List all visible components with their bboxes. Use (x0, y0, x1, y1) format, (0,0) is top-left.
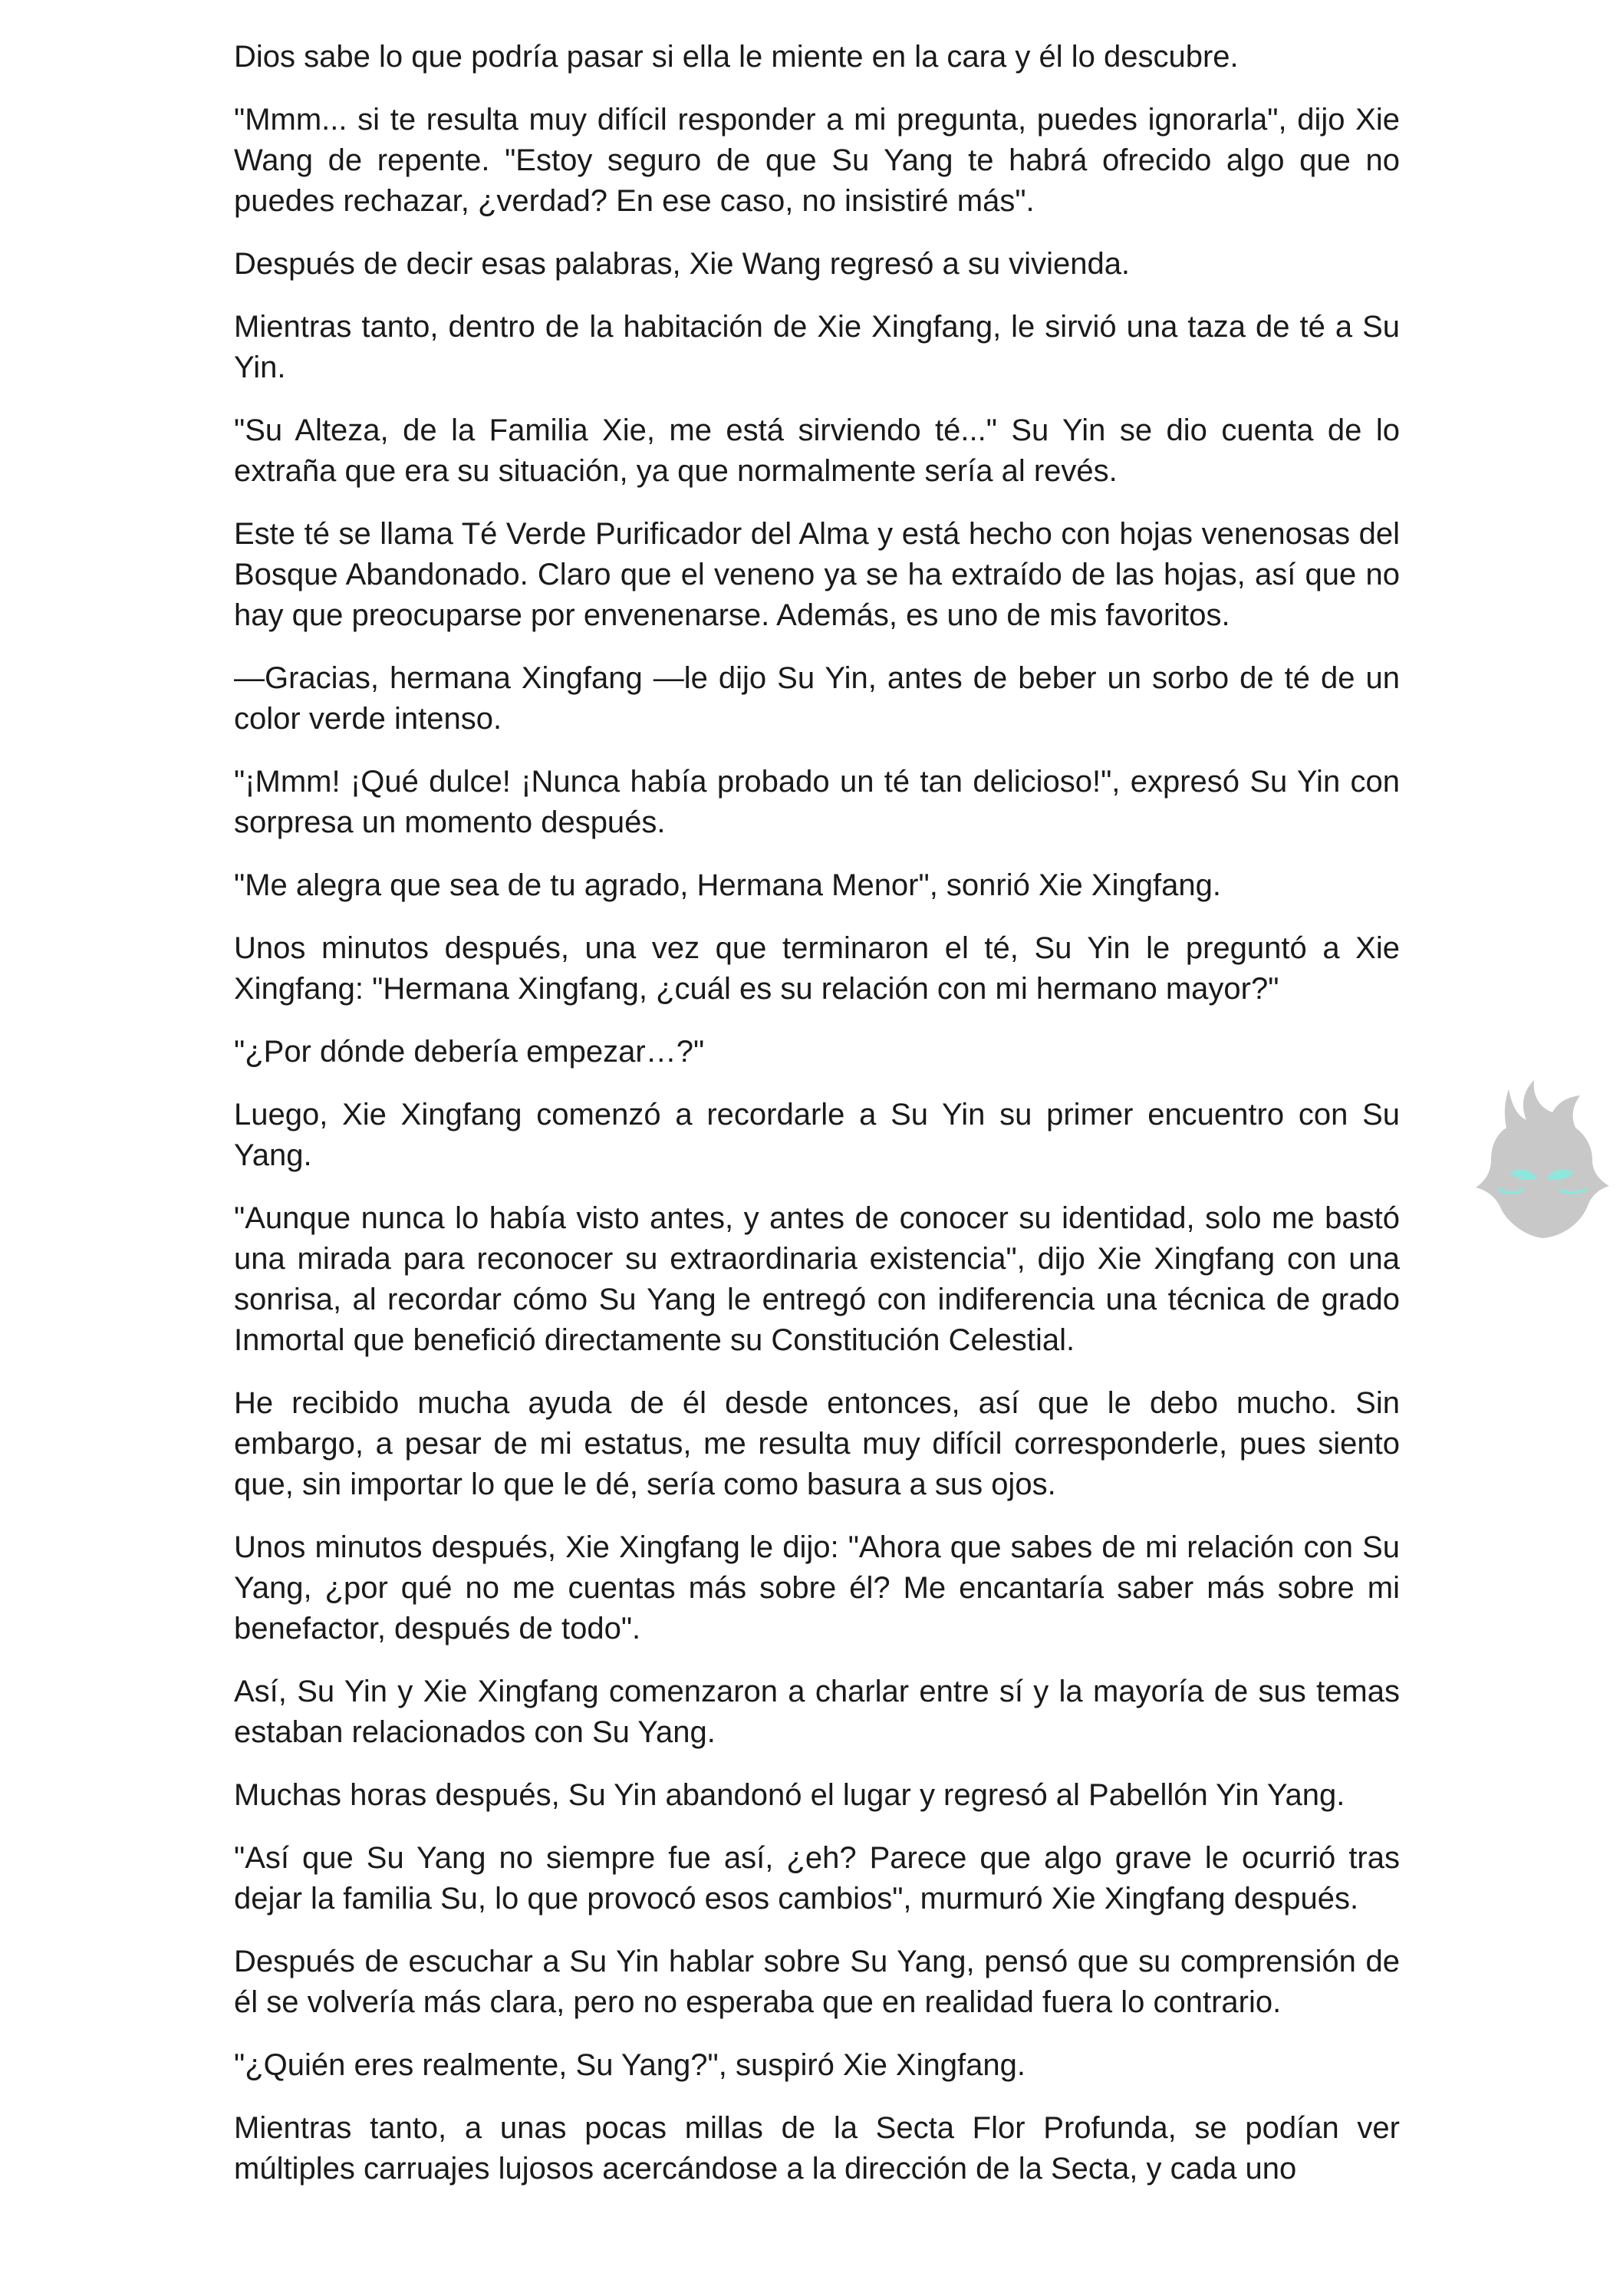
paragraph-17: Muchas horas después, Su Yin abandonó el lugar y regresó al Pabellón Yin Yang. (234, 1778, 1345, 1812)
paragraph-20: "¿Quién eres realmente, Su Yang?", suspiró Xie Xingfang. (234, 2048, 1025, 2082)
paragraph-3: Después de decir esas palabras, Xie Wang regresó a su vivienda. (234, 247, 1131, 281)
paragraph-14: He recibido mucha ayuda de él desde entonces, así que le debo mucho. Sin embargo, a pesar de mi estatus, me resulta muy difícil corresponderle, pues siento que, sin importar lo que le dé, sería como basura a sus ojos. (234, 1386, 1400, 1501)
paragraph-16: Así, Su Yin y Xie Xingfang comenzaron a charlar entre sí y la mayoría de sus temas estaban relacionados con Su Yang. (234, 1675, 1400, 1749)
paragraph-5: "Su Alteza, de la Familia Xie, me está sirviendo té..." Su Yin se dio cuenta de lo extraña que era su situación, ya que normalmente sería al revés. (234, 413, 1400, 488)
paragraph-9: "Me alegra que sea de tu agrado, Hermana Menor", sonrió Xie Xingfang. (234, 868, 1221, 902)
paragraph-7: —Gracias, hermana Xingfang —le dijo Su Yin, antes de beber un sorbo de té de un color verde intenso. (234, 661, 1400, 736)
paragraph-4: Mientras tanto, dentro de la habitación de Xie Xingfang, le sirvió una taza de té a Su Yin. (234, 310, 1400, 384)
paragraph-21: Mientras tanto, a unas pocas millas de la Secta Flor Profunda, se podían ver múltiples carruajes lujosos acercándose a la dirección de la Secta, y cada uno (234, 2111, 1400, 2186)
demon-head-logo-icon (1467, 1074, 1612, 1243)
paragraph-19: Después de escuchar a Su Yin hablar sobre Su Yang, pensó que su comprensión de él se volvería más clara, pero no esperaba que en realidad fuera lo contrario. (234, 1945, 1400, 2019)
paragraph-15: Unos minutos después, Xie Xingfang le dijo: "Ahora que sabes de mi relación con Su Yang, ¿por qué no me cuentas más sobre él? Me encantaría saber más sobre mi benefactor, después de todo". (234, 1530, 1400, 1645)
paragraph-2: "Mmm... si te resulta muy difícil responder a mi pregunta, puedes ignorarla", dijo Xie Wang de repente. "Estoy seguro de que Su Yang te habrá ofrecido algo que no puedes rechazar, ¿verdad? En ese caso, no insistiré más". (234, 103, 1400, 218)
paragraph-1: Dios sabe lo que podría pasar si ella le miente en la cara y él lo descubre. (234, 40, 1239, 74)
paragraph-18: "Así que Su Yang no siempre fue así, ¿eh? Parece que algo grave le ocurrió tras dejar la familia Su, lo que provocó esos cambios", murmuró Xie Xingfang después. (234, 1841, 1400, 1916)
paragraph-12: Luego, Xie Xingfang comenzó a recordarle a Su Yin su primer encuentro con Su Yang. (234, 1098, 1400, 1172)
paragraph-10: Unos minutos después, una vez que terminaron el té, Su Yin le preguntó a Xie Xingfang: "Hermana Xingfang, ¿cuál es su relación con mi hermano mayor?" (234, 931, 1400, 1006)
paragraph-8: "¡Mmm! ¡Qué dulce! ¡Nunca había probado un té tan delicioso!", expresó Su Yin con sorpresa un momento después. (234, 765, 1400, 839)
document-body (234, 37, 1400, 2212)
paragraph-6: Este té se llama Té Verde Purificador del Alma y está hecho con hojas venenosas del Bosque Abandonado. Claro que el veneno ya se ha extraído de las hojas, así que no hay que preocuparse por envenenarse. Además, es uno de mis favoritos. (234, 517, 1400, 632)
paragraph-13: "Aunque nunca lo había visto antes, y antes de conocer su identidad, solo me bastó una mirada para reconocer su extraordinaria existencia", dijo Xie Xingfang con una sonrisa, al recordar cómo Su Yang le entregó con indiferencia una técnica de grado Inmortal que benefició directamente su Constitución Celestial. (234, 1201, 1400, 1357)
paragraph-11: "¿Por dónde debería empezar…?" (234, 1035, 705, 1069)
